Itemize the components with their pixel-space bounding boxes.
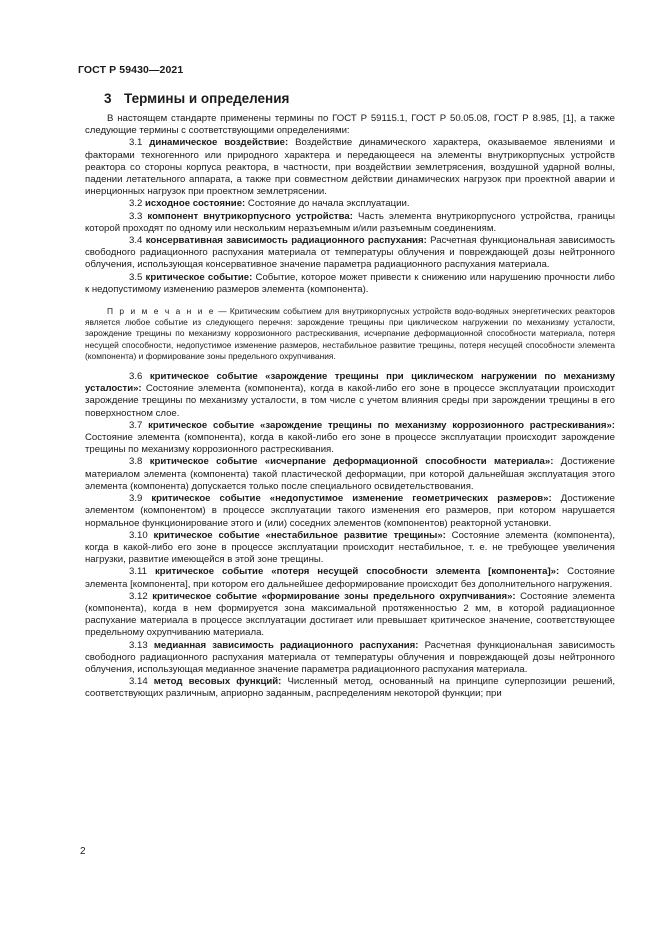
term-number: 3.13	[129, 639, 148, 651]
term-name: критическое событие «нестабильное развитие трещины»:	[153, 529, 446, 541]
term-number: 3.8	[129, 456, 143, 468]
term-name: медианная зависимость радиационного распухания:	[153, 639, 419, 651]
term-definition: Расчетная функциональная зависимость свободного радиационного распухания материала от температуры облучения и повреждающей дозы нейтронного облучения, использующая консервативное значение параметра радиационного распухания материала.	[85, 235, 615, 271]
note-label: П р и м е ч а н и е	[107, 306, 216, 317]
term-paragraph	[85, 640, 615, 677]
term-number: 3.12	[129, 590, 148, 602]
term-definition: Состояние до начала эксплуатации.	[247, 198, 410, 210]
term-paragraph	[85, 530, 615, 567]
page-number: 2	[80, 846, 86, 857]
term-name: критическое событие «потеря несущей способности элемента [компонента]»:	[154, 566, 560, 578]
term-definition: Расчетная функциональная зависимость свободного радиационного распухания материала от температуры облучения и повреждающей дозы нейтронного облучения, использующая медианное значение параметра радиационного распухания материала.	[85, 639, 615, 675]
term-paragraph	[85, 371, 615, 420]
intro-paragraph: В настоящем стандарте применены термины по ГОСТ Р 59115.1, ГОСТ Р 50.05.08, ГОСТ Р 8.985, [1], а также следующие термины с соответствующими определениями:	[85, 113, 615, 137]
term-paragraph	[85, 211, 615, 235]
term-name: компонент внутрикорпусного устройства:	[147, 210, 353, 222]
term-definition: Состояние элемента (компонента), когда в какой-либо его зоне в процессе эксплуатации происходит нестабильное, т. е. не требующее увеличения нагрузки, развитие имеющейся в этой зоне трещины.	[85, 529, 616, 566]
term-definition: Состояние элемента (компонента), когда в какой-либо его зоне в процессе эксплуатации происходит зарождение трещины по механизму коррозионного растрескивания.	[85, 432, 615, 456]
term-number: 3.1	[129, 137, 143, 149]
term-paragraph	[85, 198, 615, 210]
term-number: 3.5	[129, 271, 143, 283]
term-number: 3.14	[129, 676, 148, 688]
note-paragraph	[85, 306, 615, 362]
term-definition: Событие, которое может привести к снижению или нарушению прочности либо к недопустимому изменению размеров элемента (компонента).	[85, 271, 615, 295]
term-name: динамическое воздействие:	[149, 137, 289, 149]
term-name: критическое событие:	[145, 271, 253, 283]
term-paragraph	[85, 272, 615, 296]
document-body	[85, 113, 615, 701]
term-paragraph	[85, 676, 615, 700]
term-name: метод весовых функций:	[153, 676, 282, 688]
term-definition: Численный метод, основанный на принципе суперпозиции решений, соответствующих различным, априорно заданным, распределениям некоторой функции; при	[85, 676, 615, 700]
term-definition: Воздействие динамического характера, оказываемое явлениями и факторами техногенного или природного характера и передающееся на элементы внутрикорпусных устройств реактора со стороны корпуса реактора, в частности, при воздействии землетрясения, воздушной ударной волны, падении летательного аппарата, а также при совместном действии динамических нагрузок при проектной аварии и инерционных нагрузок при проектном землетрясении.	[85, 137, 615, 198]
term-number: 3.2	[129, 198, 143, 210]
section-number: 3	[104, 91, 112, 106]
term-number: 3.10	[129, 529, 148, 541]
term-name: критическое событие «зарождение трещины по механизму коррозионного растрескивания»:	[148, 419, 615, 431]
term-number: 3.3	[129, 210, 143, 222]
term-number: 3.4	[129, 235, 143, 247]
section-heading	[104, 91, 289, 106]
term-number: 3.6	[129, 371, 143, 383]
term-paragraph	[85, 456, 615, 493]
term-name: критическое событие «формирование зоны предельного охрупчивания»:	[152, 590, 516, 602]
term-number: 3.9	[129, 493, 143, 505]
term-name: критическое событие «исчерпание деформационной способности материала»:	[149, 456, 554, 468]
term-name: консервативная зависимость радиационного распухания:	[145, 235, 427, 247]
term-name: критическое событие «недопустимое изменение геометрических размеров»:	[151, 493, 552, 505]
term-paragraph	[85, 137, 615, 198]
section-title: Термины и определения	[124, 91, 290, 106]
term-number: 3.7	[129, 419, 143, 431]
term-name: критическое событие «зарождение трещины при циклическом нагружении по механизму усталости»:	[85, 371, 616, 395]
note-text: — Критическим событием для внутрикорпусных устройств водо-водяных энергетических реакторов является любое событие из следующего перечня: зарождение трещины при циклическом нагружении по механизму усталости, зарождение трещины по механизму коррозионного растрескивания, исчерпание деформационной способности материала, потеря несущей способности, недопустимое изменение размеров, нестабильное развитие трещины, потеря несущей способности элемента (компонента) и формирование зоны предельного охрупчивания.	[85, 306, 615, 361]
term-paragraph	[85, 420, 615, 457]
term-definition: Состояние элемента (компонента), когда в какой-либо его зоне в процессе эксплуатации происходит зарождение трещины по механизму усталости, в том числе с учетом влияния среды при зарождении трещины в его поверхностном слое.	[85, 383, 615, 419]
term-paragraph	[85, 591, 615, 640]
term-paragraph	[85, 493, 615, 530]
term-name: исходное состояние:	[145, 198, 246, 210]
term-definition: Состояние элемента (компонента), когда в нем формируется зона максимальной протяженностью 2 мм, в которой радиационное распухание материала в процессе эксплуатации достигает или превышает критическое значение, соответствующее предельному охрупчиванию материала.	[85, 590, 615, 639]
term-number: 3.11	[129, 566, 147, 578]
term-definition: Достижение материалом элемента (компонента) такой пластической деформации, при которой дальнейшая эксплуатация этого элемента (компонента) допускается только после специального освидетельствования.	[85, 456, 616, 492]
document-header: ГОСТ Р 59430—2021	[78, 64, 184, 76]
term-paragraph	[85, 566, 615, 590]
term-definition: Состояние элемента [компонента], при котором его дальнейшее деформирование происходит без дополнительного нагружения.	[85, 566, 616, 590]
term-definition: Часть элемента внутрикорпусного устройства, границы которой проходят по одному или нескольким неразъемным и/или разъемным соединениям.	[85, 210, 616, 234]
term-paragraph	[85, 235, 615, 272]
term-definition: Достижение элементом (компонентом) в процессе эксплуатации такого изменения его размеров, при котором нарушается нормальное функционирование этого и (или) соседних элементов (компонентов) реакторной установки.	[85, 493, 615, 529]
